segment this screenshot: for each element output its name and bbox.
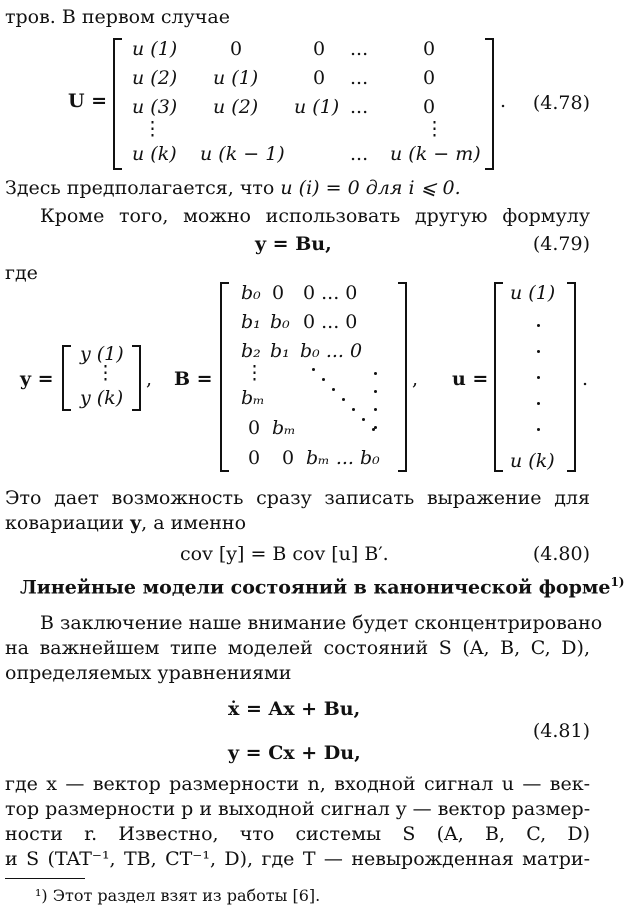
vector-label: y = [20,368,54,390]
text-line: тор размерности p и выходной сигнал y — вектор размер- [5,798,591,820]
matrix-cell: ... [350,67,369,89]
matrix-cell: 0 [313,38,326,60]
period: . [500,90,507,112]
matrix-cell: 0 [313,67,326,89]
matrix-cell: 0 [248,447,261,469]
equation-number: (4.79) [532,233,590,255]
matrix-cell: 0 [423,67,436,89]
left-bracket [113,38,122,170]
matrix-cell: u (1) [132,38,178,60]
vector-cell: y (1) [80,343,124,365]
right-bracket [485,38,494,170]
text-line: на важнейшем типе моделей состояний S (A, B, C, D), [5,637,590,659]
vertical-dot [537,428,540,431]
matrix-cell: 0 [423,96,436,118]
equation-4-81-line2: y = Cx + Du, [228,742,361,764]
equation-number: (4.81) [532,720,590,742]
vertical-dot [537,324,540,327]
matrix-cell: u (2) [213,96,259,118]
left-bracket [494,282,503,472]
matrix-cell: b₁ [270,340,290,362]
vector-cell: u (k) [510,450,555,472]
matrix-cell: 0 [423,38,436,60]
matrix-cell: b₀ ... 0 [300,340,363,362]
text-line: Это дает возможность сразу записать выражение для [5,487,590,509]
diagonal-dot [332,388,335,391]
vector-cell: u (1) [510,282,556,304]
equation-number: (4.80) [532,543,590,565]
section-heading: Линейные модели состояний в канонической форме$^{1)}$ [20,575,624,599]
diagonal-dot [352,408,355,411]
matrix-cell: b₁ [241,311,261,333]
right-bracket [398,282,407,472]
text-line: Здесь предполагается, что u (i) = 0 для i ⩽ 0. [5,177,461,199]
matrix-cell: u (k − m) [390,143,481,165]
matrix-cell: u (1) [294,96,340,118]
matrix-cell: ... [350,96,369,118]
matrix-cell: u (2) [132,67,178,89]
period: . [582,368,589,390]
text-line: ности r. Известно, что системы S (A, B, C, D) [5,823,590,845]
matrix-cell: 0 ... 0 [303,311,358,333]
matrix-cell: 0 [282,447,295,469]
text-line: В заключение наше внимание будет сконцентрировано [40,612,603,634]
matrix-cell: u (3) [132,96,178,118]
footnote: ¹) Этот раздел взят из работы [6]. [35,886,321,905]
text-line: и S (TAT⁻¹, TB, CT⁻¹, D), где T — невырожденная матри- [5,848,590,870]
matrix-cell: ⋮ [245,362,264,384]
matrix-cell: ... [350,38,369,60]
matrix-cell: b₂ [241,340,261,362]
matrix-cell: b₀ [241,282,261,304]
matrix-cell: bₘ [241,387,265,409]
matrix-label: B = [174,368,213,390]
text-line: где [5,262,38,284]
vertical-dot [537,402,540,405]
left-bracket [62,345,71,411]
footnote-rule [5,878,85,879]
right-bracket [567,282,576,472]
text-line: Кроме того, можно использовать другую формулу [40,205,590,227]
equation-4-79: y = Bu, [255,233,332,255]
diagonal-dot [342,398,345,401]
matrix-cell: u (1) [213,67,259,89]
matrix-cell: u (k − 1) [200,143,285,165]
text-line: определяемых уравнениями [5,662,292,684]
vector-cell: y (k) [80,387,124,409]
vertical-dot [537,350,540,353]
matrix-cell: b₀ [270,311,290,333]
matrix-cell: ⋮ [425,118,444,140]
text-line: ковариации y, а именно [5,512,247,534]
diagonal-dot [362,418,365,421]
matrix-cell: 0 [248,417,261,439]
right-bracket [132,345,141,411]
matrix-cell: 0 [230,38,243,60]
vertical-dot [374,426,377,429]
comma: , [146,368,153,390]
equation-number: (4.78) [532,92,590,114]
vertical-dot [374,408,377,411]
left-bracket [220,282,229,472]
matrix-cell: ⋮ [143,118,162,140]
text-line: где x — вектор размерности n, входной сигнал u — век- [5,773,590,795]
matrix-cell: 0 ... 0 [303,282,358,304]
matrix-cell: bₘ ... b₀ [306,447,380,469]
matrix-cell: ... [350,143,369,165]
matrix-cell: bₘ [272,417,296,439]
equation-4-81-line1: ẋ = Ax + Bu, [228,698,361,720]
matrix-label: U = [68,90,108,112]
equation-4-80: cov [y] = B cov [u] B′. [180,543,389,565]
vector-cell: ⋮ [96,362,115,384]
vector-label: u = [452,368,489,390]
diagonal-dot [312,368,315,371]
matrix-cell: 0 [272,282,285,304]
vertical-dot [374,372,377,375]
text-line: тров. В первом случае [5,6,230,28]
vertical-dot [374,390,377,393]
matrix-cell: u (k) [132,143,177,165]
vertical-dot [537,376,540,379]
diagonal-dot [322,378,325,381]
comma: , [412,368,419,390]
